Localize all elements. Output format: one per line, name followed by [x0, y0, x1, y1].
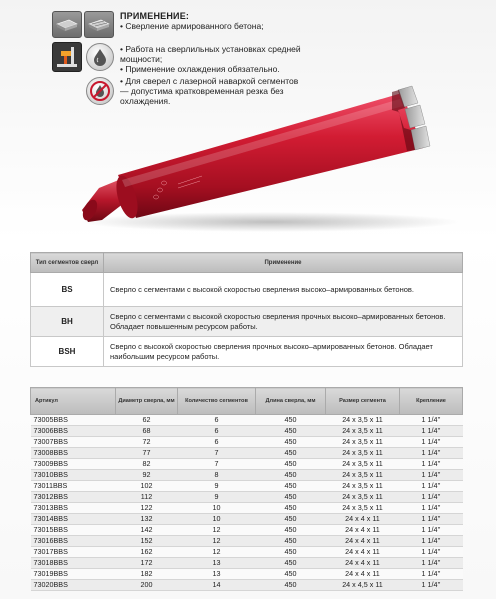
length-cell: 450 — [256, 459, 326, 470]
article-cell: 73020BBS — [31, 580, 116, 591]
application-column-header: Применение — [104, 253, 463, 273]
mount-cell: 1 1/4’’ — [400, 492, 463, 503]
segment-count-cell: 14 — [178, 580, 256, 591]
length-cell: 450 — [256, 503, 326, 514]
mount-cell: 1 1/4’’ — [400, 415, 463, 426]
segment-count-cell: 10 — [178, 514, 256, 525]
article-cell: 73013BBS — [31, 503, 116, 514]
article-cell: 73015BBS — [31, 525, 116, 536]
table-row — [31, 437, 463, 448]
diameter-cell: 72 — [116, 437, 178, 448]
segment-size-cell: 24 x 3,5 x 11 — [326, 448, 400, 459]
application-line-3: • Применение охлаждения обязательно. — [120, 64, 280, 74]
segment-size-column-header: Размер сегмента — [326, 388, 400, 415]
segment-size-cell: 24 x 3,5 x 11 — [326, 415, 400, 426]
segment-size-cell: 24 x 4 x 11 — [326, 569, 400, 580]
segment-count-cell: 12 — [178, 536, 256, 547]
diameter-cell: 82 — [116, 459, 178, 470]
length-cell: 450 — [256, 547, 326, 558]
product-table-body — [31, 415, 463, 591]
length-cell: 450 — [256, 437, 326, 448]
diameter-cell: 182 — [116, 569, 178, 580]
article-cell: 73006BBS — [31, 426, 116, 437]
diameter-cell: 122 — [116, 503, 178, 514]
article-cell: 73005BBS — [31, 415, 116, 426]
table-row — [31, 569, 463, 580]
segment-size-cell: 24 x 4,5 x 11 — [326, 580, 400, 591]
article-cell: 73016BBS — [31, 536, 116, 547]
mount-cell: 1 1/4’’ — [400, 426, 463, 437]
segment-size-cell: 24 x 3,5 x 11 — [326, 481, 400, 492]
diameter-column-header: Диаметр сверла, мм — [116, 388, 178, 415]
segment-type-column-header: Тип сегментов сверл — [31, 253, 104, 273]
segment-count-cell: 7 — [178, 459, 256, 470]
application-line-1: • Сверление армированного бетона; — [120, 21, 264, 31]
table-row — [31, 536, 463, 547]
diameter-cell: 112 — [116, 492, 178, 503]
segment-count-cell: 6 — [178, 415, 256, 426]
length-cell: 450 — [256, 492, 326, 503]
mount-cell: 1 1/4’’ — [400, 459, 463, 470]
diameter-cell: 172 — [116, 558, 178, 569]
diameter-cell: 162 — [116, 547, 178, 558]
segment-size-cell: 24 x 3,5 x 11 — [326, 437, 400, 448]
segment-size-cell: 24 x 4 x 11 — [326, 525, 400, 536]
length-cell: 450 — [256, 470, 326, 481]
mount-cell: 1 1/4’’ — [400, 525, 463, 536]
article-cell: 73009BBS — [31, 459, 116, 470]
article-cell: 73018BBS — [31, 558, 116, 569]
segment-size-cell: 24 x 3,5 x 11 — [326, 470, 400, 481]
product-header — [0, 0, 496, 250]
segment-type-table — [30, 252, 463, 367]
mount-cell: 1 1/4’’ — [400, 580, 463, 591]
application-line-4: • Для сверел с лазерной наваркой сегментов — допустима кратковременная резка без охлаждения. — [120, 76, 299, 106]
core-drill-illustration — [0, 0, 496, 250]
mount-cell: 1 1/4’’ — [400, 514, 463, 525]
segment-count-cell: 12 — [178, 547, 256, 558]
article-cell: 73014BBS — [31, 514, 116, 525]
segment-size-cell: 24 x 3,5 x 11 — [326, 459, 400, 470]
table-row — [31, 525, 463, 536]
segment-count-cell: 13 — [178, 558, 256, 569]
segment-row — [31, 273, 463, 307]
table-row — [31, 492, 463, 503]
table-row — [31, 503, 463, 514]
table-row — [31, 470, 463, 481]
mount-cell: 1 1/4’’ — [400, 503, 463, 514]
segment-size-cell: 24 x 3,5 x 11 — [326, 492, 400, 503]
diameter-cell: 62 — [116, 415, 178, 426]
table-row — [31, 459, 463, 470]
length-cell: 450 — [256, 536, 326, 547]
diameter-cell: 200 — [116, 580, 178, 591]
article-cell: 73010BBS — [31, 470, 116, 481]
length-cell: 450 — [256, 448, 326, 459]
segment-code: BSH — [31, 337, 104, 367]
diameter-cell: 152 — [116, 536, 178, 547]
segment-description: Сверло с высокой скоростью сверления прочных высоко–армированных бетонов. Обладает наибольшим ресурсом работы. — [104, 337, 463, 367]
length-cell: 450 — [256, 569, 326, 580]
segment-row — [31, 337, 463, 367]
article-cell: 73007BBS — [31, 437, 116, 448]
segment-size-cell: 24 x 4 x 11 — [326, 514, 400, 525]
mount-cell: 1 1/4’’ — [400, 569, 463, 580]
mount-cell: 1 1/4’’ — [400, 481, 463, 492]
segment-table-header — [31, 253, 463, 273]
segment-count-cell: 8 — [178, 470, 256, 481]
length-cell: 450 — [256, 415, 326, 426]
table-row — [31, 558, 463, 569]
article-cell: 73012BBS — [31, 492, 116, 503]
mount-cell: 1 1/4’’ — [400, 536, 463, 547]
mount-cell: 1 1/4’’ — [400, 558, 463, 569]
mount-cell: 1 1/4’’ — [400, 470, 463, 481]
segment-count-cell: 12 — [178, 525, 256, 536]
diameter-cell: 68 — [116, 426, 178, 437]
length-cell: 450 — [256, 525, 326, 536]
diameter-cell: 102 — [116, 481, 178, 492]
mount-cell: 1 1/4’’ — [400, 448, 463, 459]
application-line-2: • Работа на сверлильных установках средней мощности; — [120, 44, 301, 64]
table-row — [31, 580, 463, 591]
length-cell: 450 — [256, 481, 326, 492]
product-table-header — [31, 388, 463, 415]
table-row — [31, 481, 463, 492]
segment-row — [31, 307, 463, 337]
segment-code: BH — [31, 307, 104, 337]
article-cell: 73008BBS — [31, 448, 116, 459]
length-cell: 450 — [256, 558, 326, 569]
diameter-cell: 77 — [116, 448, 178, 459]
length-cell: 450 — [256, 580, 326, 591]
segment-count-cell: 10 — [178, 503, 256, 514]
segment-count-cell: 9 — [178, 481, 256, 492]
table-row — [31, 448, 463, 459]
segment-size-cell: 24 x 4 x 11 — [326, 547, 400, 558]
segment-count-column-header: Количество сегментов — [178, 388, 256, 415]
article-cell: 73019BBS — [31, 569, 116, 580]
segment-size-cell: 24 x 4 x 11 — [326, 536, 400, 547]
table-row — [31, 426, 463, 437]
diameter-cell: 132 — [116, 514, 178, 525]
segment-size-cell: 24 x 3,5 x 11 — [326, 426, 400, 437]
mount-cell: 1 1/4’’ — [400, 547, 463, 558]
length-column-header: Длина сверла, мм — [256, 388, 326, 415]
segment-code: BS — [31, 273, 104, 307]
table-row — [31, 514, 463, 525]
length-cell: 450 — [256, 514, 326, 525]
segment-count-cell: 6 — [178, 426, 256, 437]
diameter-cell: 142 — [116, 525, 178, 536]
article-column-header: Артикул — [31, 388, 116, 415]
segment-description: Сверло с сегментами с высокой скоростью сверления высоко–армированных бетонов. — [104, 273, 463, 307]
length-cell: 450 — [256, 426, 326, 437]
segment-count-cell: 13 — [178, 569, 256, 580]
mount-column-header: Крепление — [400, 388, 463, 415]
segment-size-cell: 24 x 4 x 11 — [326, 558, 400, 569]
article-cell: 73011BBS — [31, 481, 116, 492]
segment-count-cell: 6 — [178, 437, 256, 448]
table-row — [31, 415, 463, 426]
article-cell: 73017BBS — [31, 547, 116, 558]
application-title: ПРИМЕНЕНИЕ: — [120, 11, 190, 21]
segment-count-cell: 7 — [178, 448, 256, 459]
product-specifications-table — [30, 387, 463, 591]
table-row — [31, 547, 463, 558]
segment-description: Сверло с сегментами с высокой скоростью сверления прочных высоко–армированных бетонов. Обладает повышенным ресурсом работы. — [104, 307, 463, 337]
segment-count-cell: 9 — [178, 492, 256, 503]
segment-size-cell: 24 x 3,5 x 11 — [326, 503, 400, 514]
diameter-cell: 92 — [116, 470, 178, 481]
mount-cell: 1 1/4’’ — [400, 437, 463, 448]
